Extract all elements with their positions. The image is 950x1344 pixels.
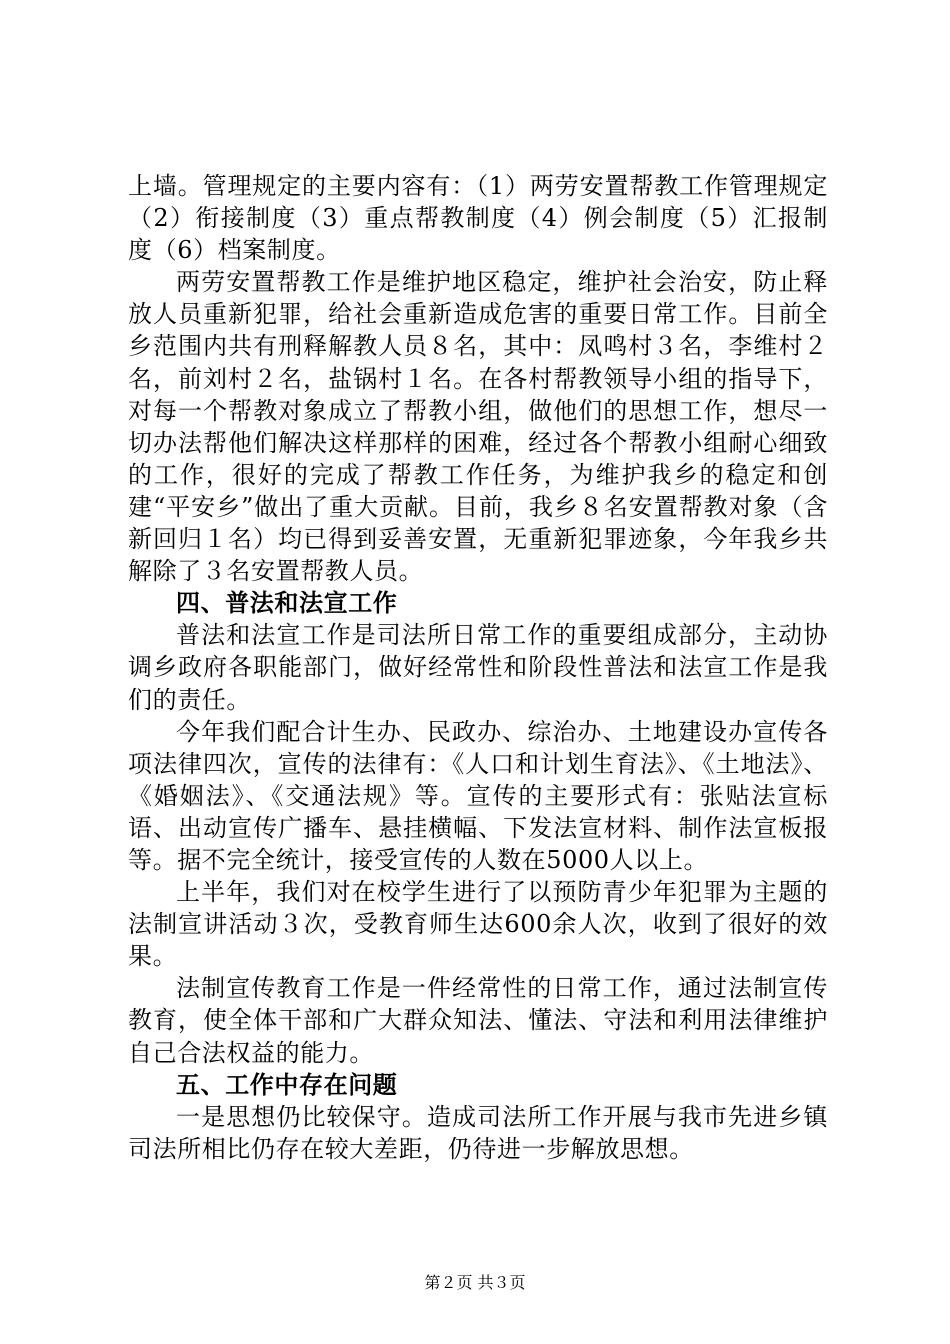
paragraph-5: 上半年，我们对在校学生进行了以预防青少年犯罪为主题的法制宣讲活动３次，受教育师生达600余人次，收到了很好的效果。 <box>128 878 828 971</box>
paragraph-1: 上墙。管理规定的主要内容有：（1）两劳安置帮教工作管理规定（2）衔接制度（3）重点帮教制度（4）例会制度（5）汇报制度（6）档案制度。 <box>128 172 828 265</box>
paragraph-7: 一是思想仍比较保守。造成司法所工作开展与我市先进乡镇司法所相比仍存在较大差距，仍待进一步解放思想。 <box>128 1102 828 1163</box>
section-heading-4: 四、普法和法宣工作 <box>176 589 398 618</box>
paragraph-4: 今年我们配合计生办、民政办、综治办、土地建设办宣传各项法律四次，宣传的法律有：《人口和计划生育法》、《土地法》、《婚姻法》、《交通法规》等。宣传的主要形式有：张贴法宣标语、出动宣传广播车、悬挂横幅、下发法宣材料、制作法宣板报等。据不完全统计，接受宣传的人数在5000人以上。 <box>128 717 828 874</box>
page-number-footer: 第２页 共３页 <box>424 1273 526 1292</box>
paragraph-3: 普法和法宣工作是司法所日常工作的重要组成部分，主动协调乡政府各职能部门，做好经常性和阶段性普法和法宣工作是我们的责任。 <box>128 621 828 714</box>
paragraph-2: 两劳安置帮教工作是维护地区稳定，维护社会治安，防止释放人员重新犯罪，给社会重新造成危害的重要日常工作。目前全乡范围内共有刑释解教人员８名，其中：凤鸣村３名，李维村２名，前刘村２名，盐锅村１名。在各村帮教领导小组的指导下，对每一个帮教对象成立了帮教小组，做他们的思想工作，想尽一切办法帮他们解决这样那样的困难，经过各个帮教小组耐心细致的工作，很好的完成了帮教工作任务，为维护我乡的稳定和创建“平安乡”做出了重大贡献。目前，我乡８名安置帮教对象（含新回归１名）均已得到妥善安置，无重新犯罪迹象，今年我乡共解除了３名安置帮教人员。 <box>128 268 828 586</box>
section-heading-5: 五、工作中存在问题 <box>176 1070 398 1099</box>
document-body <box>128 170 828 1165</box>
paragraph-6: 法制宣传教育工作是一件经常性的日常工作，通过法制宣传教育，使全体干部和广大群众知法、懂法、守法和利用法律维护自己合法权益的能力。 <box>128 974 828 1067</box>
